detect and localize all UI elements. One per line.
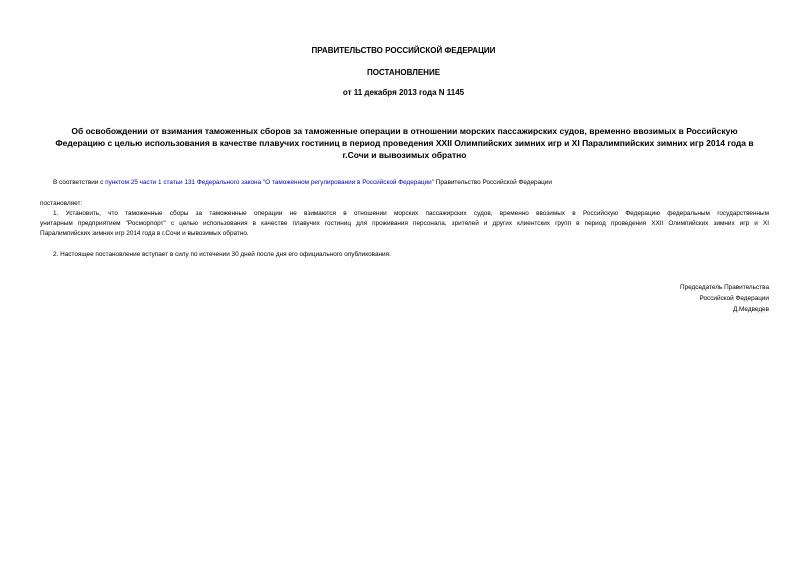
item-1-paragraph [40,209,769,239]
signature-position: Председатель Правительства [680,284,769,291]
signature-name: Д.Медведев [732,306,769,313]
preamble-text-start: В соответствии с [53,179,106,186]
document-title [32,125,777,161]
signature-block [680,282,769,315]
federal-law-link[interactable]: пунктом 25 части 1 статьи 131 Федерального закона "О таможенном регулировании в Российской Федерации" [105,179,434,186]
document-type-heading: ПОСТАНОВЛЕНИЕ [366,68,441,77]
government-heading: ПРАВИТЕЛЬСТВО РОССИЙСКОЙ ФЕДЕРАЦИИ [311,46,496,55]
preamble-paragraph [53,178,552,188]
document-title-line: г.Сочи и вывозимых обратно [342,150,467,160]
document-title-line: Федерацию с целью использования в качестве плавучих гостиниц в период проведения XXII Олимпийских зимних игр и XI Паралимпийских зимних игр 2014 года в [55,138,754,148]
item-1-line: 1. Установить, что таможенные сборы за таможенные операции не взимаются в отношении морских пассажирских судов, временно ввозимых в Российскую Федерацию федеральным государственным [53,210,769,217]
item-1-line: унитарным предприятием "Росморпорт" с целью использования в качестве плавучих гостиниц для проживания персонала, зрителей и других клиентских групп в период проведения XXII Олимпийских зимних игр и XI [40,220,769,227]
signature-organization: Российской Федерации [699,295,769,302]
document-date-number: от 11 декабря 2013 года N 1145 [342,88,465,97]
item-1-line: Паралимпийских зимних игр 2014 года в г.Сочи и вывозимых обратно. [40,230,249,237]
resolves-text: постановляет: [40,200,83,207]
item-2-paragraph: 2. Настоящее постановление вступает в силу по истечении 30 дней после дня его официального опубликования. [53,251,391,258]
document-title-line: Об освобождении от взимания таможенных сборов за таможенные операции в отношении морских пассажирских судов, временно ввозимых в Российскую [71,126,738,136]
preamble-text-end: Правительство Российской Федерации [433,179,552,186]
